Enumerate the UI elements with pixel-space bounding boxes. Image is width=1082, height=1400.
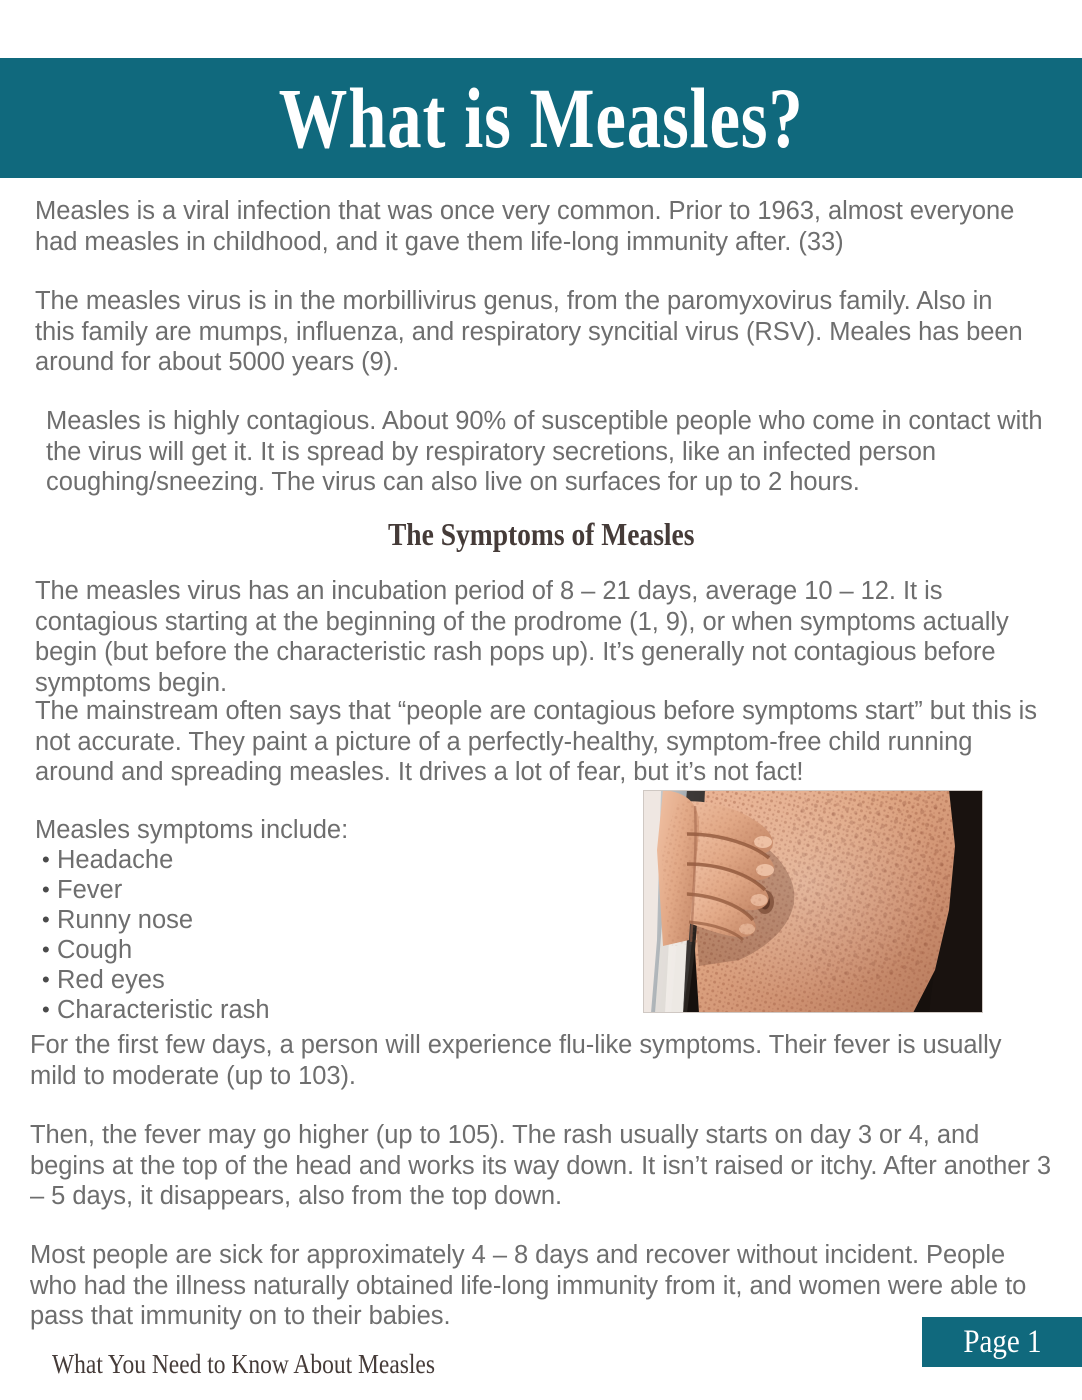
paragraph-incubation: The measles virus has an incubation period of 8 – 21 days, average 10 – 12. It is contagious starting at the beginning of the prodrome (1, 9), or when symptoms actually begin (but before the characteristic rash pops up). It’s generally not contagious before symptoms begin. (35, 577, 1009, 697)
list-item-label: Cough (57, 936, 133, 964)
bullet-icon: • (42, 997, 50, 1022)
paragraph-first-few-days: For the first few days, a person will experience flu-like symptoms. Their fever is usually mild to moderate (up to 103). (30, 1031, 1002, 1090)
section-heading-symptoms (0, 516, 1082, 552)
paragraph-recovery-immunity: Most people are sick for approximately 4 – 8 days and recover without incident. People who had the illness naturally obtained life-long immunity from it, and women were able to pass that immunity on to their babies. (30, 1241, 1027, 1330)
measles-rash-photo (643, 790, 983, 1013)
list-item (35, 965, 595, 995)
paragraph-contagiousness: Measles is highly contagious. About 90% of susceptible people who come in contact with the virus will get it. It is spread by respiratory secretions, like an infected person coughing/sneezing. The virus can also live on surfaces for up to 2 hours. (46, 407, 1043, 496)
bullet-icon: • (42, 847, 50, 872)
list-item (35, 845, 595, 875)
bullet-icon: • (42, 937, 50, 962)
page-number-label: Page 1 (962, 1323, 1042, 1360)
bullet-icon: • (42, 877, 50, 902)
list-item (35, 935, 595, 965)
list-item-label: Runny nose (57, 906, 194, 934)
section-heading-text: The Symptoms of Measles (387, 516, 695, 552)
symptoms-list (35, 845, 595, 1025)
list-item-label: Headache (57, 846, 174, 874)
paragraph-virus-family: The measles virus is in the morbillivirus genus, from the paromyxovirus family. Also in this family are mumps, influenza, and respiratory syncitial virus (RSV). Meales has been around for about 5000 years (9). (35, 287, 1023, 376)
list-item (35, 905, 595, 935)
footer-document-title-text: What You Need to Know About Measles (52, 1349, 435, 1379)
list-item-label: Characteristic rash (57, 996, 270, 1024)
page-title: What is Measles? (278, 70, 804, 166)
paragraph-intro: Measles is a viral infection that was once very common. Prior to 1963, almost everyone had measles in childhood, and it gave them life-long immunity after. (33) (35, 197, 1015, 256)
symptoms-lead-text: Measles symptoms include: (35, 816, 349, 844)
paragraph-fever-progression: Then, the fever may go higher (up to 105). The rash usually starts on day 3 or 4, and begins at the top of the head and works its way down. It isn’t raised or itchy. After another 3 – 5 days, it disappears, also from the top down. (30, 1121, 1052, 1210)
paragraph-mainstream-claim: The mainstream often says that “people are contagious before symptoms start” but this is not accurate. They paint a picture of a perfectly-healthy, symptom-free child running around and spreading measles. It drives a lot of fear, but it’s not fact! (35, 697, 1037, 786)
footer-document-title (52, 1348, 492, 1380)
list-item (35, 995, 595, 1025)
bullet-icon: • (42, 907, 50, 932)
page-number-badge (922, 1317, 1082, 1367)
header-banner (0, 58, 1082, 178)
bullet-icon: • (42, 967, 50, 992)
list-item-label: Fever (57, 876, 123, 904)
symptoms-block (35, 815, 595, 1025)
list-item-label: Red eyes (57, 966, 165, 994)
list-item (35, 875, 595, 905)
